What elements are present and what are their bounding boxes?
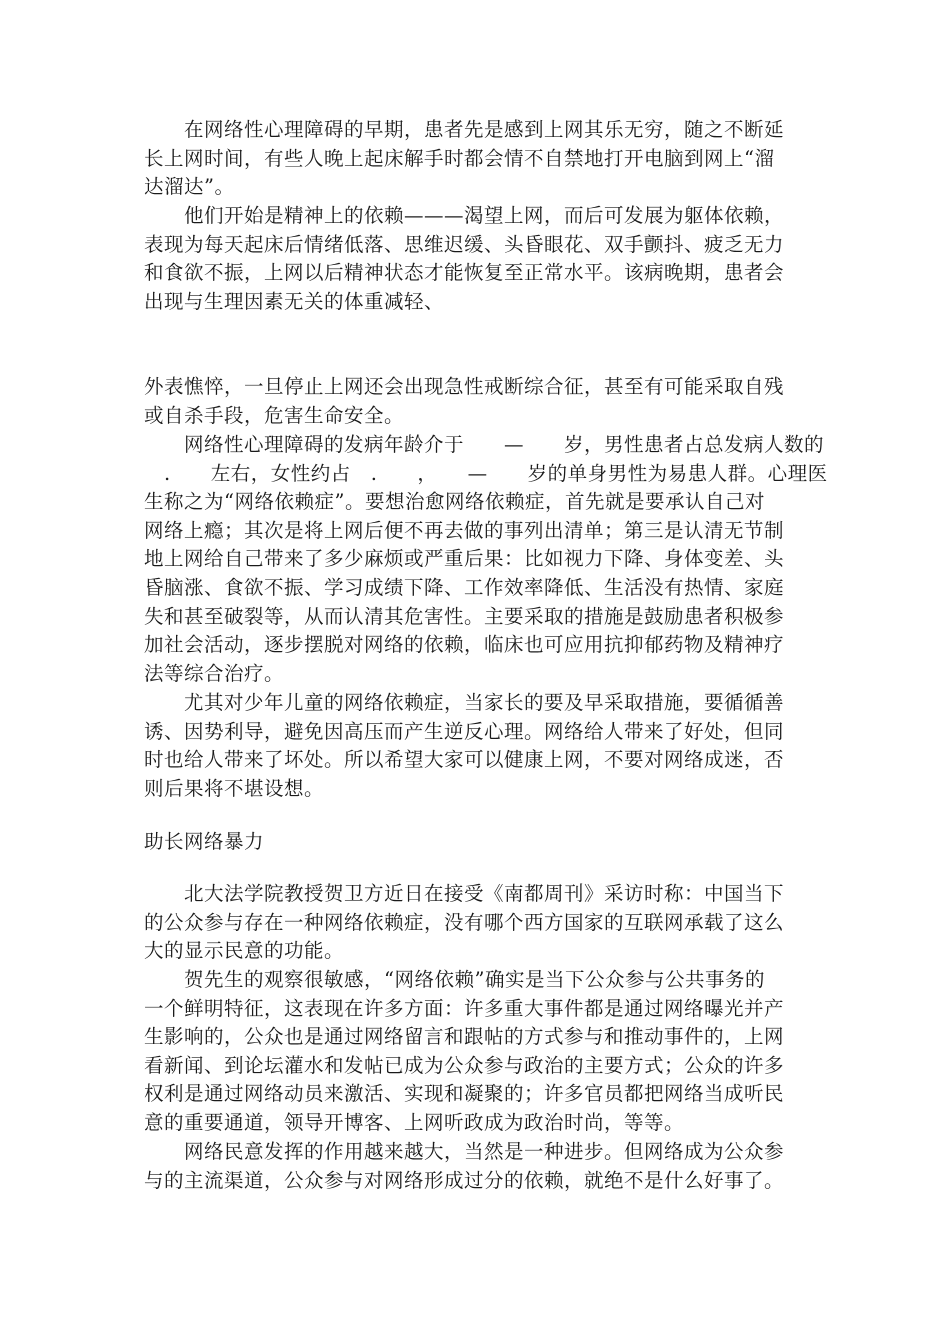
text-line: 北大法学院教授贺卫方近日在接受《南都周刊》采访时称：中国当下 <box>184 882 785 905</box>
text-line: 外表憔悴，一旦停止上网还会出现急性戒断综合征，甚至有可能采取自残 <box>144 375 785 398</box>
text-line: . 左右，女性约占 . ， — 岁的单身男性为易患人群。心理医 <box>144 461 828 485</box>
text-line: 与的主流渠道，公众参与对网络形成过分的依赖，就绝不是什么好事了。 <box>144 1168 785 1192</box>
text-line: 意的重要通道，领导开博客、上网听政成为政治时尚，等等。 <box>144 1110 685 1134</box>
text-line: 网络上瘾；其次是将上网后便不再去做的事列出清单；第三是认清无节制 <box>144 518 785 542</box>
text-line: 大的显示民意的功能。 <box>144 939 345 963</box>
text-line: 网络民意发挥的作用越来越大，当然是一种进步。但网络成为公众参 <box>184 1140 785 1163</box>
text-line: 权利是通过网络动员来激活、实现和凝聚的；许多官员都把网络当成听民 <box>144 1082 785 1106</box>
text-line: 在网络性心理障碍的早期，患者先是感到上网其乐无穷，随之不断延 <box>184 118 785 141</box>
text-line: 和食欲不振，上网以后精神状态才能恢复至正常水平。该病晚期，患者会 <box>144 261 785 285</box>
paragraph-dependence <box>144 202 806 316</box>
paragraph-children <box>144 689 806 803</box>
paragraph-observation <box>144 966 806 1138</box>
text-line: 生影响的，公众也是通过网络留言和跟帖的方式参与和推动事件的，上网 <box>144 1025 785 1049</box>
paragraph-onset-age <box>144 431 828 688</box>
text-line: 贺先生的观察很敏感，“网络依赖”确实是当下公众参与公共事务的 <box>184 968 765 991</box>
paragraph-early-stage <box>144 116 806 202</box>
text-line: 出现与生理因素无关的体重减轻、 <box>144 289 445 313</box>
text-line: 尤其对少年儿童的网络依赖症，当家长的要及早采取措施，要循循善 <box>184 691 785 714</box>
text-line: 或自杀手段，危害生命安全。 <box>144 403 405 427</box>
text-line: 昏脑涨、食欲不振、学习成绩下降、工作效率降低、生活没有热情、家庭 <box>144 575 785 599</box>
text-line: 他们开始是精神上的依赖———渴望上网，而后可发展为躯体依赖， <box>184 204 785 227</box>
paragraph-continuation <box>144 373 806 430</box>
text-line: 失和甚至破裂等，从而认清其危害性。主要采取的措施是鼓励患者积极参 <box>144 604 785 628</box>
text-line: 时也给人带来了坏处。所以希望大家可以健康上网，不要对网络成迷，否 <box>144 748 785 772</box>
text-line: 法等综合治疗。 <box>144 661 285 685</box>
paragraph-conclusion <box>144 1138 806 1195</box>
text-line: 看新闻、到论坛灌水和发帖已成为公众参与政治的主要方式；公众的许多 <box>144 1053 785 1077</box>
text-line: 网络性心理障碍的发病年龄介于 — 岁，男性患者占总发病人数的 <box>184 433 825 456</box>
section-heading: 助长网络暴力 <box>144 830 265 853</box>
text-line: 表现为每天起床后情绪低落、思维迟缓、头昏眼花、双手颤抖、疲乏无力 <box>144 232 785 256</box>
text-line: 加社会活动，逐步摆脱对网络的依赖，临床也可应用抗抑郁药物及精神疗 <box>144 633 785 657</box>
text-line: 一个鲜明特征，这表现在许多方面：许多重大事件都是通过网络曝光并产 <box>144 996 785 1020</box>
text-line: 则后果将不堪设想。 <box>144 776 325 800</box>
text-line: 长上网时间，有些人晚上起床解手时都会情不自禁地打开电脑到网上“溜 <box>144 146 775 170</box>
text-line: 诱、因势利导，避免因高压而产生逆反心理。网络给人带来了好处，但同 <box>144 719 785 743</box>
text-line: 生称之为“网络依赖症”。要想治愈网络依赖症，首先就是要承认自己对 <box>144 490 765 514</box>
text-line: 地上网给自己带来了多少麻烦或严重后果：比如视力下降、身体变差、头 <box>144 547 785 571</box>
text-line: 的公众参与存在一种网络依赖症，没有哪个西方国家的互联网承载了这么 <box>144 910 785 934</box>
paragraph-he-weifang <box>144 880 806 966</box>
text-line: 达溜达”。 <box>144 175 235 199</box>
